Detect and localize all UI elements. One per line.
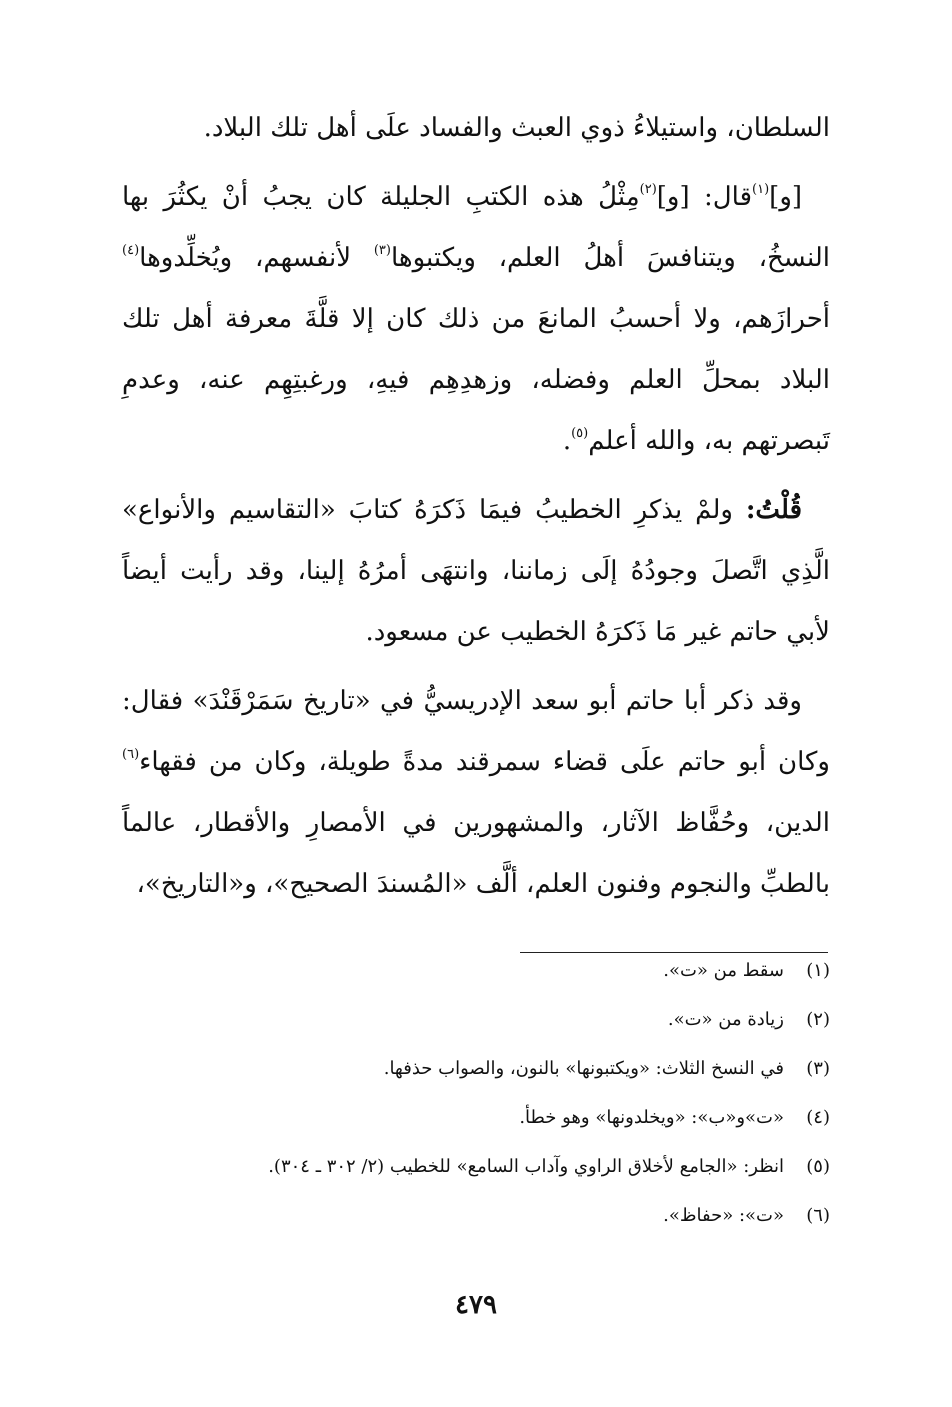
paragraph-3-text: ولمْ يذكرِ الخطيبُ فيمَا ذَكرَهُ كتابَ «التقاسيم والأنواع» الَّذِي اتَّصلَ وجودُهُ إلَى زماننا، وانتهَى أمرُهُ إلينا، وقد رأيت أيضاً لأبي حاتم غير مَا ذَكرَهُ الخطيب عن مسعود. (122, 495, 830, 647)
paragraph-4 (122, 671, 830, 915)
footnote-4 (122, 1093, 830, 1142)
footnote-ref-6[interactable]: (٦) (122, 747, 140, 762)
footnote-ref-3[interactable]: (٣) (373, 243, 391, 258)
footnote-number: (٤) (806, 1107, 830, 1128)
footnote-number: (٣) (806, 1058, 830, 1079)
footnotes (122, 946, 830, 1240)
footnote-1 (122, 946, 830, 995)
paragraph-2-part-d: لأنفسهم، ويُخلِّدوها (139, 243, 374, 273)
paragraph-4-part-a: وقد ذكر أبا حاتم أبو سعد الإدريسيُّ في «تاريخ سَمَرْقَنْدَ» فقال: وكان أبو حاتم علَى قضاء سمرقند مدةً طويلة، وكان من فقهاء (122, 686, 830, 777)
footnote-text: «ت»و«ب»: «ويخلدونها» وهو خطأ. (519, 1107, 784, 1128)
footnote-5 (122, 1142, 830, 1191)
paragraph-3 (122, 480, 830, 663)
paragraph-2-part-b: قال: [و] (656, 182, 753, 212)
footnote-ref-2[interactable]: (٢) (639, 182, 657, 197)
footnote-text: زيادة من «ت». (667, 1009, 784, 1030)
footnote-2 (122, 995, 830, 1044)
paragraph-3-lead: قُلْتُ: (745, 495, 802, 525)
footnote-text: في النسخ الثلاث: «ويكتبونها» بالنون، والصواب حذفها. (383, 1058, 784, 1079)
footnote-number: (٥) (806, 1156, 830, 1177)
footnote-number: (٦) (806, 1205, 830, 1226)
paragraph-2-part-a: [و] (769, 182, 803, 212)
footnote-3 (122, 1044, 830, 1093)
footnote-ref-5[interactable]: (٥) (571, 426, 589, 441)
footnote-ref-1[interactable]: (١) (752, 182, 770, 197)
paragraph-1-text: السلطان، واستيلاءُ ذوي العبث والفساد علَى أهل تلك البلاد. (203, 113, 830, 143)
paragraph-2-part-f: . (562, 426, 572, 456)
main-text (122, 98, 830, 915)
paragraph-2-part-e: أحرازَهم، ولا أحسبُ المانعَ من ذلك كان إلا قلَّةَ معرفة أهل تلك البلاد بمحلِّ العلم وفضله، وزهدِهِم فيهِ، ورغبتِهِم عنه، وعدمِ تَبصرتهم به، والله أعلم (122, 304, 830, 456)
paragraph-2 (122, 167, 830, 472)
paragraph-1 (122, 98, 830, 159)
footnote-ref-4[interactable]: (٤) (122, 243, 140, 258)
footnote-number: (٢) (806, 1009, 830, 1030)
paragraph-4-part-b: الدين، وحُفَّاظ الآثار، والمشهورين في الأمصارِ والأقطار، عالماً بالطبِّ والنجوم وفنون العلم، ألَّف «المُسندَ الصحيح»، و«التاريخ»، (122, 808, 830, 899)
footnote-text: سقط من «ت». (663, 960, 784, 981)
footnote-number: (١) (806, 960, 830, 981)
page-number: ٤٧٩ (455, 1290, 497, 1320)
footnote-text: «ت»: «حفاظ». (663, 1205, 784, 1226)
footnote-text: انظر: «الجامع لأخلاق الراوي وآداب السامع» للخطيب (٢/ ٣٠٢ ـ ٣٠٤). (268, 1156, 784, 1177)
footnote-6 (122, 1191, 830, 1240)
paragraph-2-part-c: مِثْلُ هذه الكتبِ الجليلة كان يجبُ أنْ يكثُرَ بها النسخُ، ويتنافسَ أهلُ العلم، ويكتبوها (122, 182, 830, 273)
